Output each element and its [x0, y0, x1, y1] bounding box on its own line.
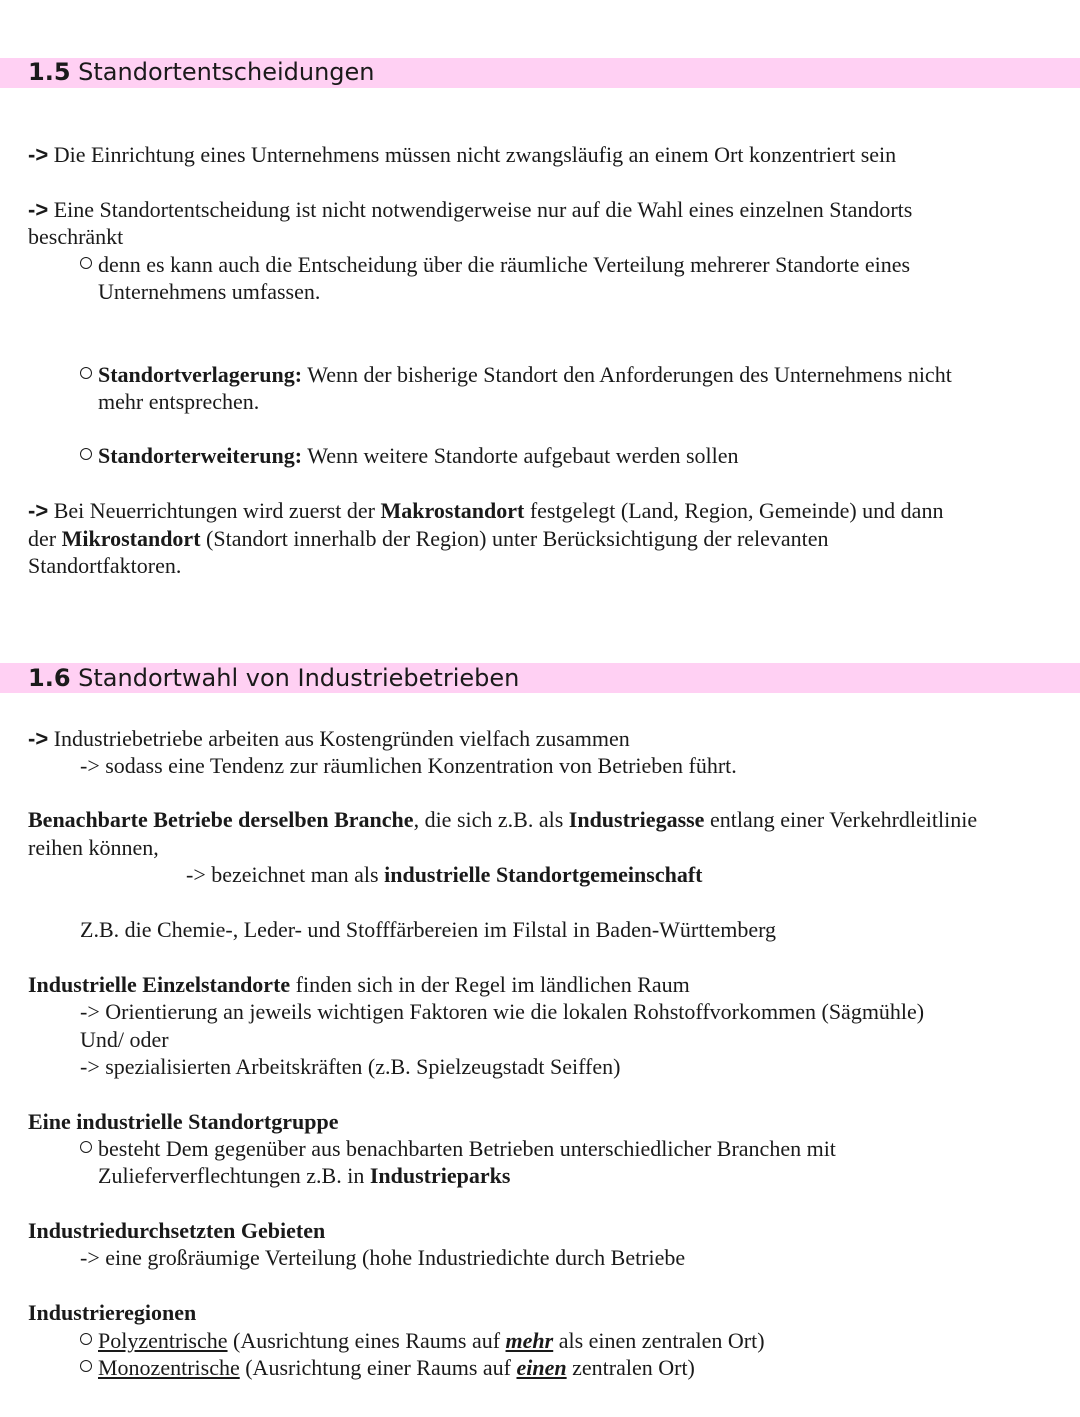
paragraph: -> Industriebetriebe arbeiten aus Kostengründen vielfach zusammen: [28, 726, 630, 751]
paragraph-line: beschränkt: [28, 224, 124, 249]
circle-bullet-icon: [80, 1141, 92, 1153]
bullet-item: besteht Dem gegenüber aus benachbarten Betrieben unterschiedlicher Branchen mit: [80, 1135, 836, 1163]
section-title: Standortwahl von Industriebetrieben: [78, 664, 520, 692]
paragraph-line: Standortfaktoren.: [28, 553, 182, 578]
bullet-item: Standortverlagerung: Wenn der bisherige Standort den Anforderungen des Unternehmens nicht: [80, 361, 952, 389]
paragraph-line: -> sodass eine Tendenz zur räumlichen Konzentration von Betrieben führt.: [80, 753, 737, 778]
paragraph-line: -> bezeichnet man als industrielle Standortgemeinschaft: [186, 862, 703, 887]
paragraph: -> Eine Standortentscheidung ist nicht notwendigerweise nur auf die Wahl eines einzelnen Standorts: [28, 197, 913, 222]
circle-bullet-icon: [80, 1360, 92, 1372]
paragraph-line: reihen können,: [28, 835, 159, 860]
bullet-line: mehr entsprechen.: [98, 389, 260, 414]
bullet-item: denn es kann auch die Entscheidung über die räumliche Verteilung mehrerer Standorte eines: [80, 251, 910, 279]
bullet-item: Standorterweiterung: Wenn weitere Standorte aufgebaut werden sollen: [80, 442, 739, 470]
paragraph: -> Bei Neuerrichtungen wird zuerst der Makrostandort festgelegt (Land, Region, Gemeinde) und dann: [28, 498, 944, 523]
bullet-line: Zulieferverflechtungen z.B. in Industrieparks: [98, 1163, 511, 1188]
section-1-5-heading: [28, 57, 375, 87]
circle-bullet-icon: [80, 257, 92, 269]
circle-bullet-icon: [80, 1333, 92, 1345]
bullet-item: Polyzentrische (Ausrichtung eines Raums auf mehr als einen zentralen Ort): [80, 1327, 765, 1355]
paragraph-line: -> Orientierung an jeweils wichtigen Faktoren wie die lokalen Rohstoffvorkommen (Sägmühle): [80, 999, 925, 1024]
example-line: Z.B. die Chemie-, Leder- und Stofffärbereien im Filstal in Baden-Württemberg: [80, 917, 777, 942]
subheading: Industrieregionen: [28, 1300, 197, 1325]
paragraph-line: -> eine großräumige Verteilung (hohe Industriedichte durch Betriebe: [80, 1245, 686, 1270]
section-1-6-heading: [28, 663, 519, 693]
paragraph-line: Und/ oder: [80, 1027, 169, 1052]
paragraph: Benachbarte Betriebe derselben Branche, die sich z.B. als Industriegasse entlang einer Verkehrdleitlinie: [28, 807, 978, 832]
bullet-item: Monozentrische (Ausrichtung einer Raums auf einen zentralen Ort): [80, 1354, 695, 1382]
subheading: Eine industrielle Standortgruppe: [28, 1109, 339, 1134]
paragraph-line: der Mikrostandort (Standort innerhalb der Region) unter Berücksichtigung der relevanten: [28, 526, 829, 551]
circle-bullet-icon: [80, 367, 92, 379]
bullet-line: Unternehmens umfassen.: [98, 279, 321, 304]
section-number: 1.6: [28, 664, 71, 692]
paragraph: Industrielle Einzelstandorte finden sich in der Regel im ländlichen Raum: [28, 972, 690, 997]
subheading: Industriedurchsetzten Gebieten: [28, 1218, 326, 1243]
paragraph: -> Die Einrichtung eines Unternehmens müssen nicht zwangsläufig an einem Ort konzentriert sein: [28, 142, 897, 167]
paragraph-line: -> spezialisierten Arbeitskräften (z.B. Spielzeugstadt Seiffen): [80, 1054, 621, 1079]
section-title: Standortentscheidungen: [78, 58, 375, 86]
circle-bullet-icon: [80, 448, 92, 460]
section-number: 1.5: [28, 58, 71, 86]
